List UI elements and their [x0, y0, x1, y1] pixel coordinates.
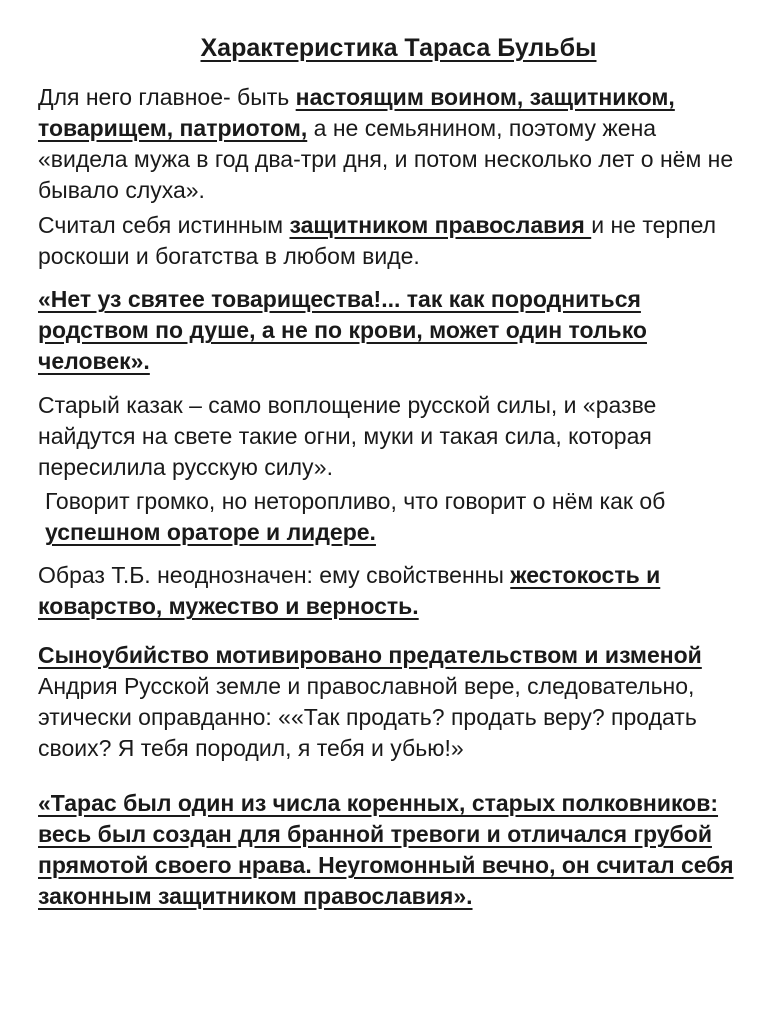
emphasis-text: успешном ораторе и лидере.	[45, 519, 376, 545]
paragraph-text: Для него главное- быть	[38, 84, 296, 110]
page-title: Характеристика Тараса Бульбы	[200, 34, 597, 62]
paragraph-speech	[45, 486, 738, 548]
paragraph-role	[38, 82, 738, 206]
paragraph-orthodoxy	[38, 210, 738, 272]
paragraph-russian-strength: Старый казак – само воплощение русской силы, и «разве найдутся на свете такие огни, муки и такая сила, которая пересилила русскую силу».	[38, 392, 657, 480]
emphasis-text: жестокость и коварство, мужество и верность.	[38, 562, 661, 619]
paragraph-text: а не семьянином, поэтому жена «видела мужа в год два-три дня, и потом несколько лет о нём не бывало слуха».	[38, 115, 734, 203]
paragraph-text: и не терпел роскоши и богатства в любом виде.	[38, 212, 717, 269]
emphasis-text: Сыноубийство мотивировано предательством и изменой	[38, 642, 702, 668]
emphasis-text: защитником православия	[289, 212, 592, 238]
emphasis-text: настоящим воином, защитником, товарищем, патриотом,	[38, 84, 675, 141]
quote-comradeship: «Нет уз святее товарищества!... так как породниться родством по душе, а не по крови, может один только человек».	[38, 286, 647, 374]
paragraph-text: Считал себя истинным	[38, 212, 290, 238]
paragraph-filicide	[38, 640, 738, 764]
paragraph-image	[38, 560, 738, 622]
quote-colonel: «Тарас был один из числа коренных, старых полковников: весь был создан для бранной тревоги и отличался грубой прямотой своего нрава. Неугомонный вечно, он считал себя законным защитником православия».	[38, 790, 734, 909]
paragraph-text: Говорит громко, но неторопливо, что говорит о нём как об	[45, 488, 666, 514]
paragraph-text: Андрия Русской земле и православной вере, следовательно, этически оправданно: ««Так продать? продать веру? продать своих? Я тебя породил, я тебя и убью!»	[38, 673, 697, 761]
paragraph-text: Образ Т.Б. неоднозначен: ему свойственны	[38, 562, 511, 588]
